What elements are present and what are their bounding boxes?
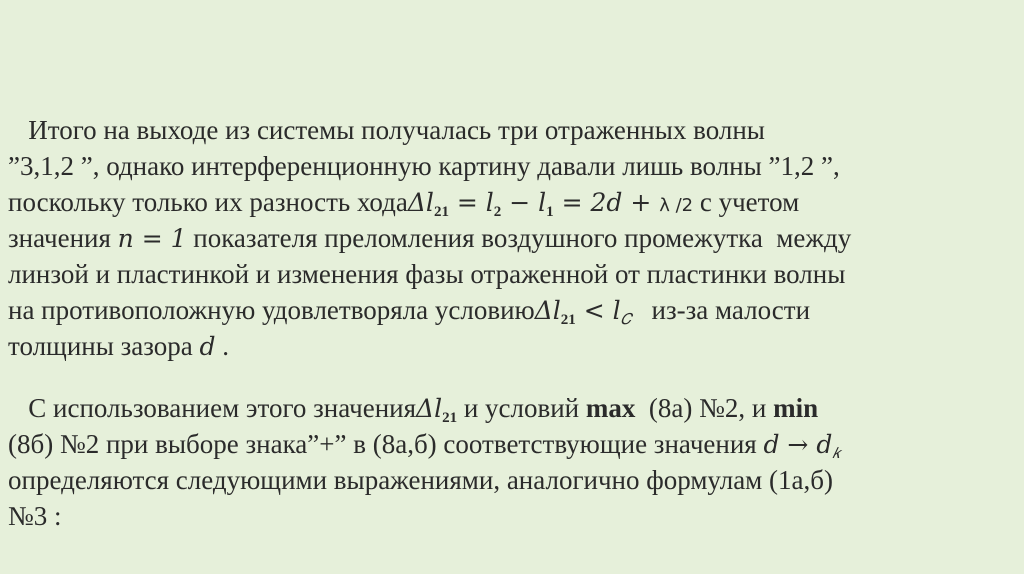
text: показателя преломления воздушного промежутка между xyxy=(186,223,852,253)
paragraph-1-line-3 xyxy=(8,184,1008,220)
subscript: 21 xyxy=(433,204,449,220)
paragraph-2-line-1 xyxy=(8,390,1008,426)
text: с учетом xyxy=(693,187,800,217)
paragraph-1-line-6 xyxy=(8,292,1008,328)
subscript: 1 xyxy=(546,204,554,220)
formula: = 2𝑑 + xyxy=(553,188,660,217)
text: . xyxy=(215,331,230,361)
formula-delta-l: Δ𝑙 xyxy=(534,296,561,325)
paragraph-1-line-1 xyxy=(8,112,1008,148)
subscript: 2 xyxy=(493,204,502,220)
paragraph-2-line-3 xyxy=(8,462,1008,498)
text: на противоположную удовлетворяла условию xyxy=(8,295,535,325)
formula-delta-l: Δ𝑙 xyxy=(416,394,443,423)
formula-d: 𝑑 xyxy=(199,332,216,361)
text: толщины зазора xyxy=(8,331,200,361)
paragraph-2 xyxy=(8,390,1008,534)
text: значения xyxy=(8,223,118,253)
paragraph-1-line-5 xyxy=(8,256,1008,292)
formula-n: 𝑛 = 1 xyxy=(117,224,187,253)
subscript: 𝑘 xyxy=(832,446,841,462)
text: определяются следующими выражениями, аналогично формулам (1а,б) xyxy=(8,465,833,495)
text: линзой и пластинкой и изменения фазы отраженной от пластинки волны xyxy=(8,259,846,289)
paragraph-2-line-4 xyxy=(8,498,1008,534)
paragraph-1-line-2 xyxy=(8,148,1008,184)
subscript: 21 xyxy=(442,410,458,426)
paragraph-2-line-2 xyxy=(8,426,1008,462)
formula: = 𝑙 xyxy=(448,188,494,217)
subscript: 21 xyxy=(560,312,576,328)
paragraph-1-line-4 xyxy=(8,220,1008,256)
text: и условий xyxy=(457,393,586,423)
text: №3 : xyxy=(8,501,62,531)
formula-d-arrow: 𝑑 → 𝑑 xyxy=(763,430,833,459)
subscript: 𝐶 xyxy=(620,312,632,328)
paragraph-1 xyxy=(8,112,1008,364)
paragraph-1-line-7 xyxy=(8,328,1008,364)
text: ”3,1,2 ”, однако интерференционную картину давали лишь волны ”1,2 ”, xyxy=(8,151,840,181)
text: из-за малости xyxy=(631,295,811,325)
text: поскольку только их разность хода xyxy=(8,187,408,217)
formula-lambda: λ /2 xyxy=(659,195,694,216)
formula: − 𝑙 xyxy=(501,188,547,217)
text: С использованием этого значения xyxy=(8,393,417,423)
bold-min: min xyxy=(773,393,819,423)
text: (8а) №2, и xyxy=(635,393,774,423)
text: Итого на выходе из системы получалась три отраженных волны xyxy=(8,115,765,145)
formula: < 𝑙 xyxy=(575,296,621,325)
bold-max: max xyxy=(585,393,636,423)
formula-delta-l: Δ𝑙 xyxy=(407,188,434,217)
text: (8б) №2 при выборе знака”+” в (8а,б) соответствующие значения xyxy=(8,429,764,459)
